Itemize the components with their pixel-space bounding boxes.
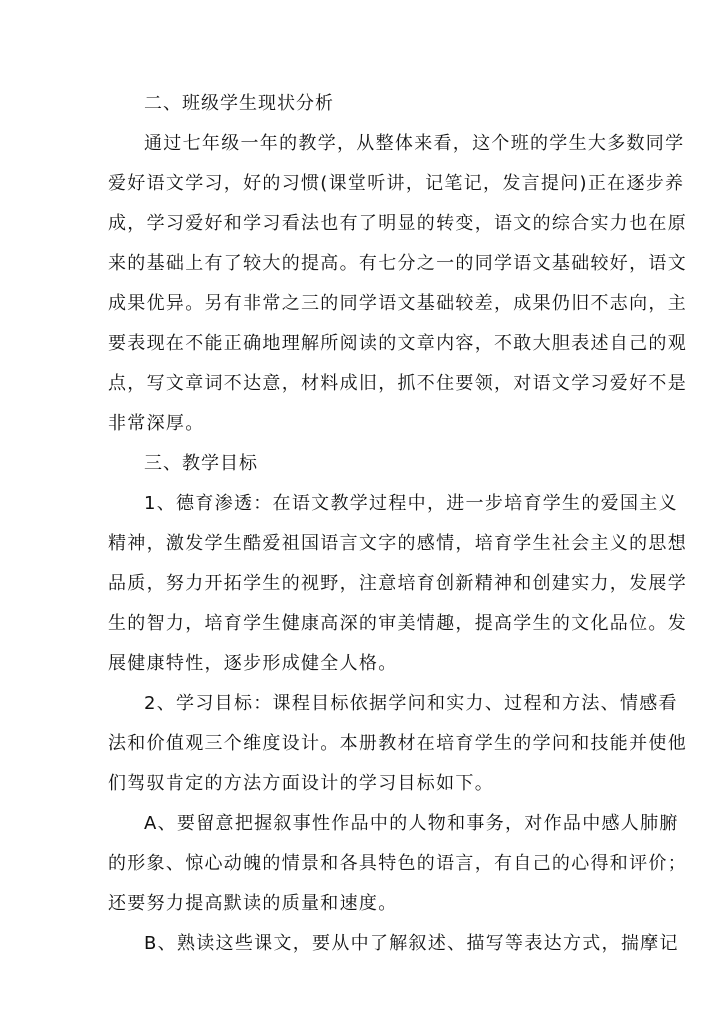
- paragraph-line: 2、学习目标：课程目标依据学问和实力、过程和方法、情感看: [144, 693, 678, 714]
- paragraph-line: 来的基础上有了较大的提高。有七分之一的同学语文基础较好，语文: [108, 253, 687, 274]
- paragraph-line: 精神，激发学生酷爱祖国语言文字的感情，培育学生社会主义的思想: [108, 533, 687, 554]
- section-heading-class-analysis: 二、班级学生现状分析: [144, 93, 334, 114]
- paragraph-line: A、要留意把握叙事性作品中的人物和事务，对作品中感人肺腑: [144, 813, 679, 834]
- paragraph-line: 成，学习爱好和学习看法也有了明显的转变，语文的综合实力也在原: [108, 213, 687, 234]
- paragraph-line: 爱好语文学习，好的习惯(课堂听讲，记笔记，发言提问)正在逐步养: [108, 173, 685, 194]
- section-heading-teaching-goals: 三、教学目标: [144, 453, 258, 474]
- paragraph-line: B、熟读这些课文，要从中了解叙述、描写等表达方式，揣摩记: [144, 933, 679, 954]
- paragraph-line: 生的智力，培育学生健康高深的审美情趣，提高学生的文化品位。发: [108, 613, 687, 634]
- paragraph-line: 们驾驭肯定的方法方面设计的学习目标如下。: [108, 773, 494, 794]
- paragraph-line: 非常深厚。: [108, 413, 205, 434]
- paragraph-line: 点，写文章词不达意，材料成旧，抓不住要领，对语文学习爱好不是: [108, 373, 687, 394]
- paragraph-line: 还要努力提高默读的质量和速度。: [108, 893, 398, 914]
- paragraph-line: 的形象、惊心动魄的情景和各具特色的语言，有自己的心得和评价；: [108, 853, 687, 874]
- paragraph-line: 要表现在不能正确地理解所阅读的文章内容，不敢大胆表述自己的观: [108, 333, 687, 354]
- paragraph-line: 品质，努力开拓学生的视野，注意培育创新精神和创建实力，发展学: [108, 573, 687, 594]
- paragraph-line: 成果优异。另有非常之三的同学语文基础较差，成果仍旧不志向，主: [108, 293, 687, 314]
- paragraph-line: 通过七年级一年的教学，从整体来看，这个班的学生大多数同学: [144, 133, 685, 154]
- paragraph-line: 展健康特性，逐步形成健全人格。: [108, 653, 398, 674]
- paragraph-line: 法和价值观三个维度设计。本册教材在培育学生的学问和技能并使他: [108, 733, 687, 754]
- paragraph-line: 1、德育渗透：在语文教学过程中，进一步培育学生的爱国主义: [144, 493, 678, 514]
